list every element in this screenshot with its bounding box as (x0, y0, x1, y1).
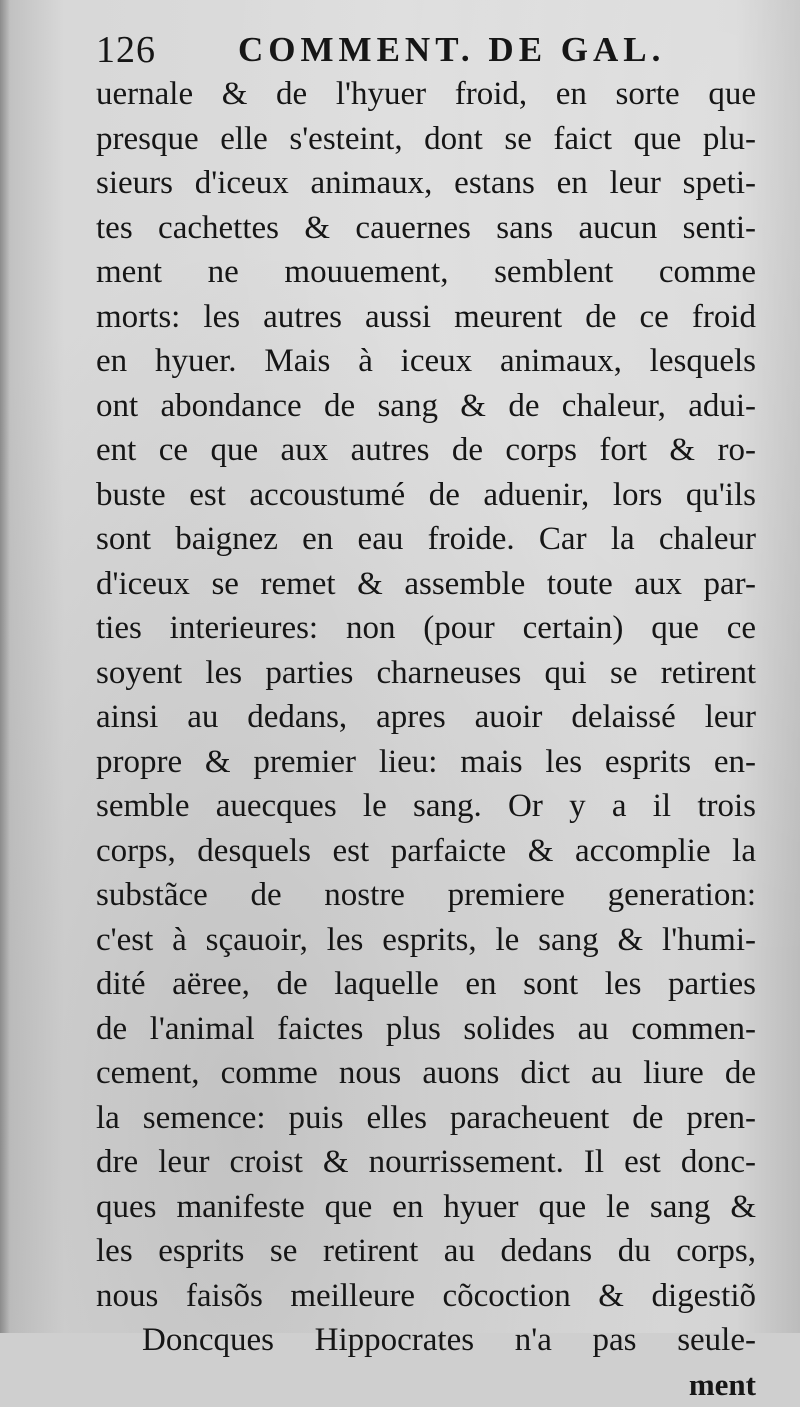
page-header (0, 20, 800, 72)
text-line: propre & premier lieu: mais les esprits en- (96, 743, 756, 780)
text-line: tes cachettes & cauernes sans aucun senti- (96, 209, 756, 246)
body-text (0, 72, 800, 1363)
text-line-indented: Doncques Hippocrates n'a pas seule- (142, 1322, 756, 1358)
text-line: ainsi au dedans, apres auoir delaissé leur (96, 699, 756, 735)
text-line: en hyuer. Mais à iceux animaux, lesquels (96, 343, 756, 379)
text-line: dre leur croist & nourrissement. Il est donc- (96, 1144, 756, 1180)
text-line: ques manifeste que en hyuer que le sang & (96, 1188, 756, 1225)
page-shadow-edge (0, 0, 10, 1333)
text-line: corps, desquels est parfaicte & accomplie la (96, 832, 756, 869)
text-line: sont baignez en eau froide. Car la chaleur (96, 521, 756, 557)
text-line: dité aëree, de laquelle en sont les parties (96, 966, 756, 1002)
text-line: presque elle s'esteint, dont se faict que plu- (96, 120, 756, 157)
text-line: c'est à sçauoir, les esprits, le sang & l'humi- (96, 921, 756, 958)
text-line: les esprits se retirent au dedans du corps, (96, 1233, 756, 1269)
page-number: 126 (96, 29, 156, 71)
text-line: buste est accoustumé de aduenir, lors qu'ils (96, 476, 756, 513)
running-title: COMMENT. DE GAL. (238, 30, 666, 69)
text-line: cement, comme nous auons dict au liure de (96, 1055, 756, 1091)
text-line: ont abondance de sang & de chaleur, adui- (96, 387, 756, 424)
text-line: d'iceux se remet & assemble toute aux par- (96, 565, 756, 602)
text-line: morts: les autres aussi meurent de ce froid (96, 298, 756, 335)
text-line: semble auecques le sang. Or y a il trois (96, 788, 756, 824)
text-line: uernale & de l'hyuer froid, en sorte que (96, 76, 756, 112)
text-line: soyent les parties charneuses qui se retirent (96, 654, 756, 691)
text-line: sieurs d'iceux animaux, estans en leur speti- (96, 165, 756, 201)
text-line: la semence: puis elles paracheuent de pren- (96, 1099, 756, 1136)
catchword: ment (688, 1366, 756, 1402)
text-line: ment ne mouuement, semblent comme (96, 254, 756, 290)
text-line: de l'animal faictes plus solides au commen- (96, 1010, 756, 1047)
text-line: ties interieures: non (pour certain) que ce (96, 610, 756, 646)
text-line: substãce de nostre premiere generation: (96, 877, 756, 913)
text-line: ent ce que aux autres de corps fort & ro- (96, 432, 756, 468)
text-line: nous faisõs meilleure cõcoction & digestiõ (96, 1277, 756, 1314)
